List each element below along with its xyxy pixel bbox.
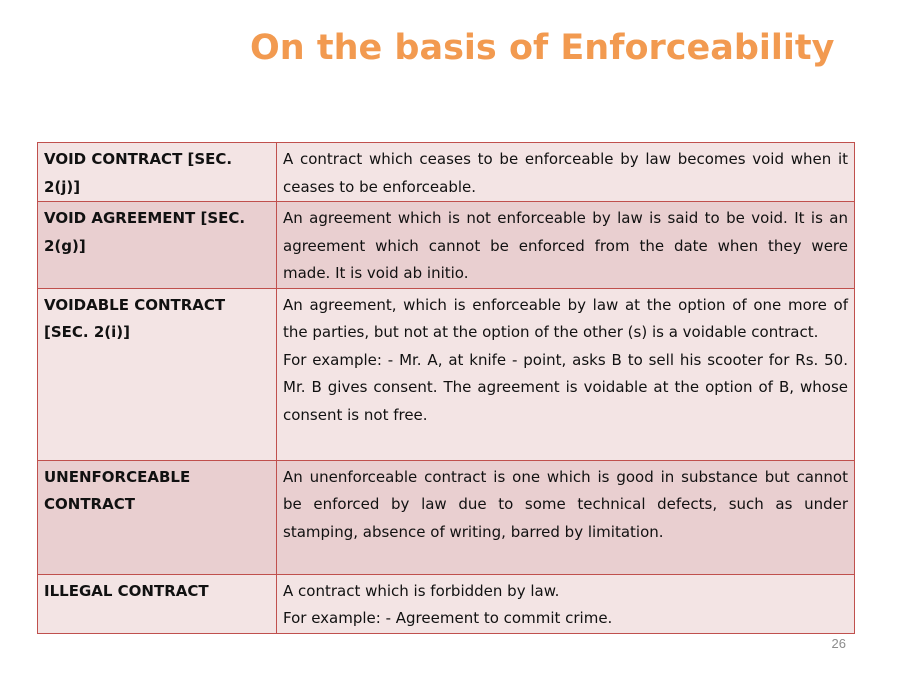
description-cell xyxy=(277,460,855,574)
term-cell: VOID CONTRACT [SEC. 2(j)] xyxy=(38,143,277,202)
term-cell: UNENFORCEABLE CONTRACT xyxy=(38,460,277,574)
definitions-table xyxy=(37,142,855,634)
table-row xyxy=(38,460,855,574)
description-example: For example: - Agreement to commit crime. xyxy=(283,609,613,627)
table-row xyxy=(38,288,855,460)
description-cell xyxy=(277,288,855,460)
description-text: A contract which ceases to be enforceable by law becomes void when it ceases to be enforceable. xyxy=(283,150,848,196)
description-example: For example: - Mr. A, at knife - point, asks B to sell his scooter for Rs. 50. Mr. B gives consent. The agreement is voidable at the option of B, whose consent is not free. xyxy=(283,350,848,424)
description-text: A contract which is forbidden by law. xyxy=(283,581,560,600)
description-cell xyxy=(277,143,855,202)
description-cell xyxy=(277,574,855,633)
description-text: An agreement, which is enforceable by law at the option of one more of the parties, but not at the option of the other (s) is a voidable contract. xyxy=(283,295,848,341)
table-row xyxy=(38,574,855,633)
term-cell: ILLEGAL CONTRACT xyxy=(38,574,277,633)
table-row xyxy=(38,143,855,202)
term-cell: VOIDABLE CONTRACT [SEC. 2(i)] xyxy=(38,288,277,460)
slide-title: On the basis of Enforceability xyxy=(250,28,835,68)
description-cell xyxy=(277,202,855,289)
description-text: An unenforceable contract is one which is good in substance but cannot be enforced by law due to some technical defects, such as under stamping, absence of writing, barred by limitation. xyxy=(283,467,848,541)
table-row xyxy=(38,202,855,289)
term-cell: VOID AGREEMENT [SEC. 2(g)] xyxy=(38,202,277,289)
description-text: An agreement which is not enforceable by law is said to be void. It is an agreement which cannot be enforced from the date when they were made. It is void ab initio. xyxy=(283,209,848,282)
page-number: 26 xyxy=(831,636,846,651)
